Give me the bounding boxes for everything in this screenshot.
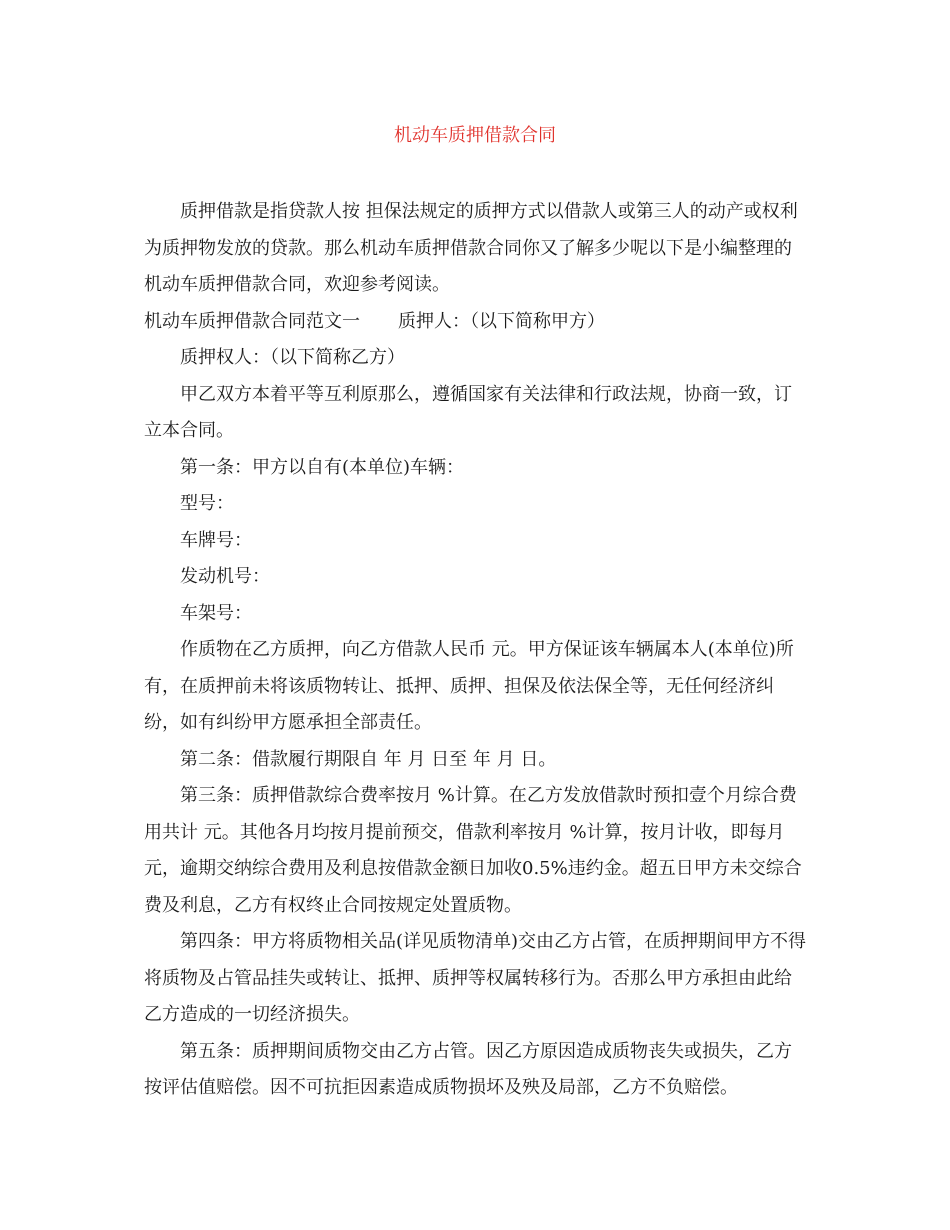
document-body: [144, 194, 808, 1107]
intro-paragraph: 质押借款是指贷款人按 担保法规定的质押方式以借款人或第三人的动产或权利为质押物发放的贷款。那么机动车质押借款合同你又了解多少呢以下是小编整理的机动车质押借款合同，欢迎参考阅读。: [144, 201, 798, 295]
article-1: 第一条：甲方以自有(本单位)车辆：: [180, 456, 465, 478]
article-3: 第三条：质押借款综合费率按月 %计算。在乙方发放借款时预扣壹个月综合费用共计 元。其他各月均按月提前预交，借款利率按月 %计算，按月计收，即每月 元，逾期交纳综合费用及利息按借款金额日加收0.5%违约金。超五日甲方未交综合费及利息，乙方有权终止合同按规定处置质物。: [144, 785, 802, 916]
document-title: 机动车质押借款合同: [394, 125, 556, 146]
sample-heading-line: [144, 304, 808, 341]
pledgee-line: 质押权人：（以下简称乙方）: [180, 347, 405, 368]
sample-heading: 机动车质押借款合同范文一: [144, 310, 360, 332]
field-plate-number: 车牌号：: [180, 529, 252, 551]
article-2: 第二条：借款履行期限自 年 月 日至 年 月 日。: [180, 748, 557, 770]
field-engine-number: 发动机号：: [180, 566, 270, 587]
article-5: 第五条：质押期间质物交由乙方占管。因乙方原因造成质物丧失或损失，乙方按评估值赔偿。因不可抗拒因素造成质物损坏及殃及局部，乙方不负赔偿。: [144, 1040, 792, 1098]
field-frame-number: 车架号：: [180, 602, 252, 624]
field-model: 型号：: [180, 493, 234, 514]
pledge-paragraph: 作质物在乙方质押，向乙方借款人民币 元。甲方保证该车辆属本人(本单位)所有，在质押前未将该质物转让、抵押、质押、担保及依法保全等，无任何经济纠纷，如有纠纷甲方愿承担全部责任。: [144, 639, 794, 733]
article-4: 第四条：甲方将质物相关品(详见质物清单)交由乙方占管，在质押期间甲方不得将质物及占管品挂失或转让、抵押、质押等权属转移行为。否那么甲方承担由此给乙方造成的一切经济损失。: [144, 931, 807, 1025]
pledgor-line: 质押人：（以下简称甲方）: [398, 310, 605, 332]
agreement-paragraph: 甲乙双方本着平等互利原那么，遵循国家有关法律和行政法规，协商一致，订立本合同。: [144, 383, 792, 441]
